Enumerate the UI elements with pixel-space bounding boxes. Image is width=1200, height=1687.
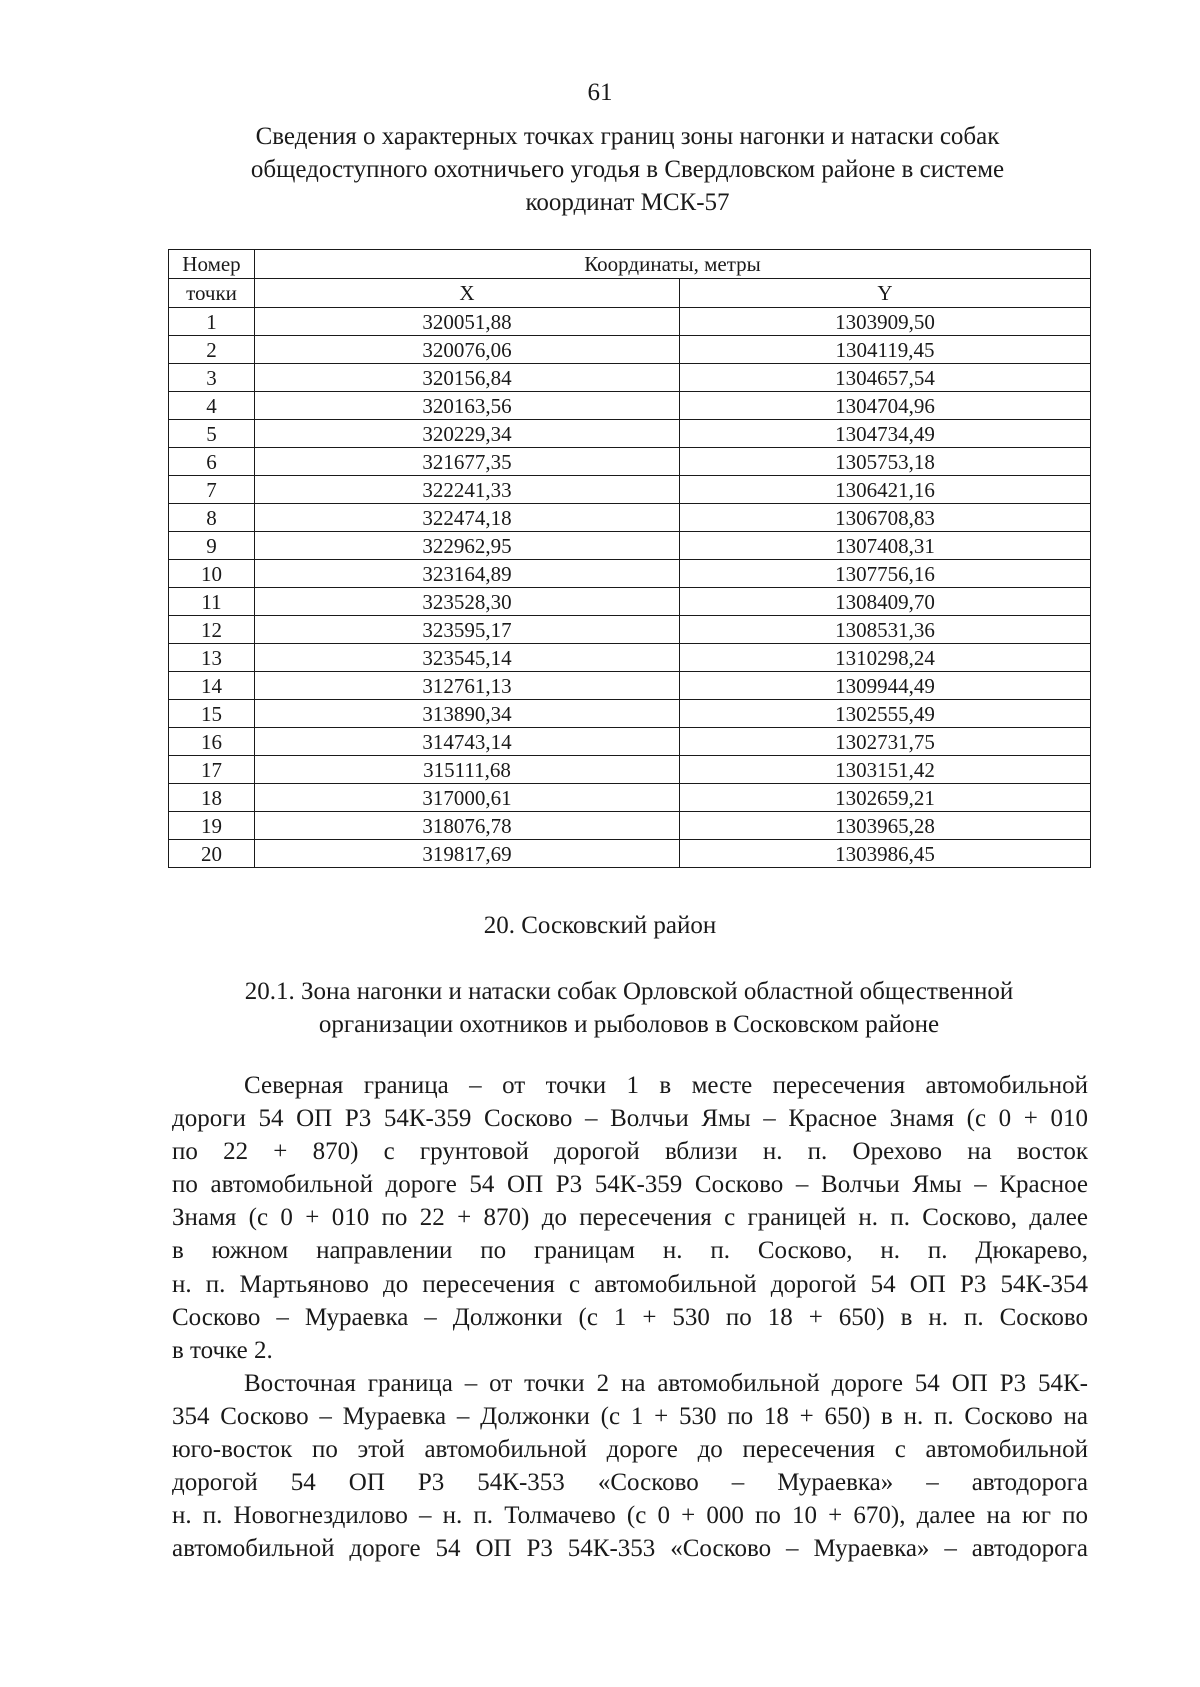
y-coordinate-cell: 1304119,45	[680, 336, 1091, 364]
y-coordinate-cell: 1307756,16	[680, 560, 1091, 588]
text-line: дорогой 54 ОП Р3 54К-353 «Сосково – Мураевка» – автодорога	[172, 1469, 1088, 1497]
text-line: по автомобильной дороге 54 ОП Р3 54К-359 Сосково – Волчьи Ямы – Красное	[172, 1171, 1088, 1199]
y-coordinate-cell: 1308409,70	[680, 588, 1091, 616]
table-row	[169, 700, 1091, 728]
x-coordinate-cell: 323164,89	[255, 560, 680, 588]
text-line: в южном направлении по границам н. п. Сосково, н. п. Дюкарево,	[172, 1237, 1088, 1265]
table-row	[169, 504, 1091, 532]
y-coordinate-cell: 1302555,49	[680, 700, 1091, 728]
point-number-cell: 8	[169, 504, 255, 532]
table-row	[169, 392, 1091, 420]
x-coordinate-cell: 320051,88	[255, 308, 680, 336]
x-coordinate-cell: 312761,13	[255, 672, 680, 700]
point-number-cell: 3	[169, 364, 255, 392]
text-line: Сосково – Мураевка – Должонки (с 1 + 530 по 18 + 650) в н. п. Сосково	[172, 1303, 1088, 1331]
x-coordinate-cell: 322474,18	[255, 504, 680, 532]
table-row	[169, 560, 1091, 588]
section-title: 20. Сосковский район	[483, 912, 717, 939]
subsection-line: 20.1. Зона нагонки и натаски собак Орловской областной общественной	[244, 978, 1014, 1005]
y-coordinate-cell: 1303151,42	[680, 756, 1091, 784]
point-number-cell: 9	[169, 532, 255, 560]
table-row	[169, 532, 1091, 560]
text-line: по 22 + 870) с грунтовой дорогой вблизи н. п. Орехово на восток	[172, 1138, 1088, 1166]
x-coordinate-cell: 315111,68	[255, 756, 680, 784]
table-row	[169, 364, 1091, 392]
y-coordinate-cell: 1308531,36	[680, 616, 1091, 644]
text-line: автомобильной дороге 54 ОП Р3 54К-353 «Сосково – Мураевка» – автодорога	[172, 1535, 1088, 1563]
point-number-cell: 18	[169, 784, 255, 812]
point-number-cell: 10	[169, 560, 255, 588]
subsection-title	[168, 975, 1090, 1041]
x-coordinate-cell: 313890,34	[255, 700, 680, 728]
y-coordinate-cell: 1302659,21	[680, 784, 1091, 812]
point-number-cell: 16	[169, 728, 255, 756]
heading-line: общедоступного охотничьего угодья в Свердловском районе в системе	[250, 156, 1005, 183]
x-coordinate-cell: 323545,14	[255, 644, 680, 672]
text-line: юго-восток по этой автомобильной дороге до пересечения с автомобильной	[172, 1436, 1088, 1464]
point-number-cell: 1	[169, 308, 255, 336]
table-row	[169, 840, 1091, 868]
document-heading	[160, 120, 1095, 219]
y-coordinate-cell: 1309944,49	[680, 672, 1091, 700]
text-line: Знамя (с 0 + 010 по 22 + 870) до пересечения с границей н. п. Сосково, далее	[172, 1204, 1088, 1232]
paragraph-eastern-border	[172, 1367, 1088, 1566]
y-coordinate-cell: 1306421,16	[680, 476, 1091, 504]
text-line: 354 Сосково – Мураевка – Должонки (с 1 + 530 по 18 + 650) в н. п. Сосково на	[172, 1402, 1088, 1430]
header-number-line2: точки	[169, 279, 255, 308]
coordinates-table	[168, 249, 1091, 868]
point-number-cell: 7	[169, 476, 255, 504]
point-number-cell: 20	[169, 840, 255, 868]
heading-line: координат МСК-57	[525, 189, 730, 216]
x-coordinate-cell: 314743,14	[255, 728, 680, 756]
x-coordinate-cell: 322962,95	[255, 532, 680, 560]
point-number-cell: 5	[169, 420, 255, 448]
table-header-row	[169, 250, 1091, 279]
text-line: дороги 54 ОП Р3 54К-359 Сосково – Волчьи Ямы – Красное Знамя (с 0 + 010	[172, 1105, 1088, 1133]
y-coordinate-cell: 1303909,50	[680, 308, 1091, 336]
point-number-cell: 12	[169, 616, 255, 644]
header-y: Y	[680, 279, 1091, 308]
y-coordinate-cell: 1307408,31	[680, 532, 1091, 560]
point-number-cell: 19	[169, 812, 255, 840]
y-coordinate-cell: 1304734,49	[680, 420, 1091, 448]
text-line: Северная граница – от точки 1 в месте пересечения автомобильной	[244, 1072, 1088, 1099]
table-row	[169, 728, 1091, 756]
heading-line: Сведения о характерных точках границ зоны нагонки и натаски собак	[255, 123, 1000, 150]
table-row	[169, 616, 1091, 644]
point-number-cell: 6	[169, 448, 255, 476]
x-coordinate-cell: 320156,84	[255, 364, 680, 392]
point-number-cell: 17	[169, 756, 255, 784]
y-coordinate-cell: 1305753,18	[680, 448, 1091, 476]
y-coordinate-cell: 1304704,96	[680, 392, 1091, 420]
header-coordinates: Координаты, метры	[255, 250, 1091, 279]
header-x: X	[255, 279, 680, 308]
x-coordinate-cell: 322241,33	[255, 476, 680, 504]
table-row	[169, 420, 1091, 448]
y-coordinate-cell: 1304657,54	[680, 364, 1091, 392]
table-row	[169, 476, 1091, 504]
subsection-line: организации охотников и рыболовов в Сосковском районе	[318, 1011, 940, 1038]
x-coordinate-cell: 318076,78	[255, 812, 680, 840]
x-coordinate-cell: 320163,56	[255, 392, 680, 420]
point-number-cell: 4	[169, 392, 255, 420]
y-coordinate-cell: 1303986,45	[680, 840, 1091, 868]
table-row	[169, 756, 1091, 784]
table-row	[169, 588, 1091, 616]
x-coordinate-cell: 320076,06	[255, 336, 680, 364]
text-line: н. п. Мартьяново до пересечения с автомобильной дорогой 54 ОП Р3 54К-354	[172, 1270, 1088, 1298]
y-coordinate-cell: 1310298,24	[680, 644, 1091, 672]
table-row	[169, 336, 1091, 364]
y-coordinate-cell: 1302731,75	[680, 728, 1091, 756]
text-line: Восточная граница – от точки 2 на автомобильной дороге 54 ОП Р3 54К-	[244, 1369, 1088, 1397]
paragraph-northern-border	[172, 1069, 1088, 1367]
x-coordinate-cell: 317000,61	[255, 784, 680, 812]
x-coordinate-cell: 319817,69	[255, 840, 680, 868]
point-number-cell: 13	[169, 644, 255, 672]
point-number-cell: 15	[169, 700, 255, 728]
table-row	[169, 448, 1091, 476]
text-line: в точке 2.	[172, 1336, 273, 1364]
x-coordinate-cell: 321677,35	[255, 448, 680, 476]
x-coordinate-cell: 323595,17	[255, 616, 680, 644]
table-row	[169, 308, 1091, 336]
table-row	[169, 672, 1091, 700]
table-header-row	[169, 279, 1091, 308]
x-coordinate-cell: 323528,30	[255, 588, 680, 616]
point-number-cell: 11	[169, 588, 255, 616]
header-number-line1: Номер	[169, 250, 255, 279]
text-line: н. п. Новогнездилово – н. п. Толмачево (с 0 + 000 по 10 + 670), далее на юг по	[172, 1502, 1088, 1530]
y-coordinate-cell: 1303965,28	[680, 812, 1091, 840]
page-number: 61	[587, 79, 613, 106]
point-number-cell: 2	[169, 336, 255, 364]
body-text	[172, 1069, 1088, 1565]
point-number-cell: 14	[169, 672, 255, 700]
table-row	[169, 784, 1091, 812]
table-row	[169, 812, 1091, 840]
table-row	[169, 644, 1091, 672]
x-coordinate-cell: 320229,34	[255, 420, 680, 448]
y-coordinate-cell: 1306708,83	[680, 504, 1091, 532]
